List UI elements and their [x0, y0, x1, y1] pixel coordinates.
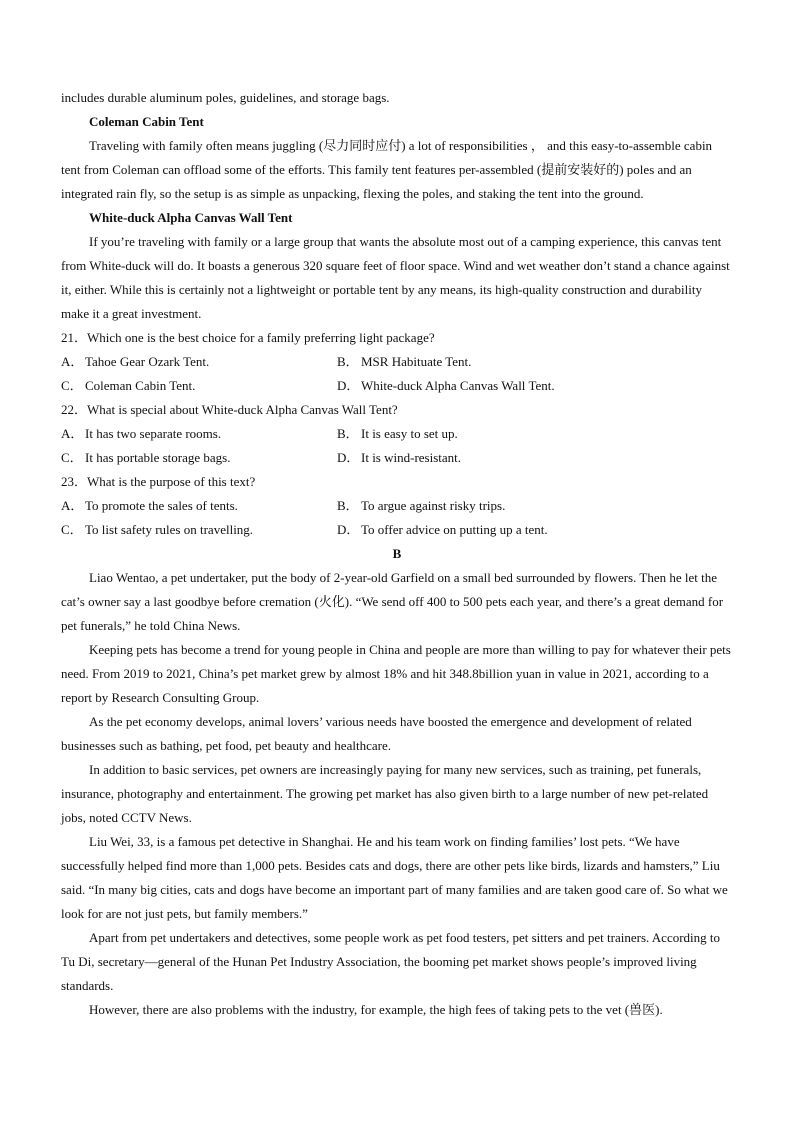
- option-a: A． To promote the sales of tents.: [61, 498, 238, 513]
- section-b-label: B: [392, 546, 402, 561]
- question-stem: What is the purpose of this text?: [87, 474, 256, 489]
- section-b-paragraph-7: However, there are also problems with the industry, for example, the high fees of taking pets to the vet (兽医).: [89, 1002, 663, 1017]
- section-b-paragraph-2: Keeping pets has become a trend for young people in China and people are more than willing to pay for whatever their pets need. From 2019 to 2021, China’s pet market grew by almost 18% and hit 348.8billion yuan in value in 2021, according to a report by Research Consulting Group.: [61, 642, 731, 705]
- question-23-options-row-2: [61, 518, 733, 542]
- question-number: 21．: [61, 330, 88, 345]
- option-a: A． It has two separate rooms.: [61, 426, 222, 441]
- question-number: 23．: [61, 474, 88, 489]
- option-c: C． Coleman Cabin Tent.: [61, 378, 196, 393]
- section-b-paragraph-3: As the pet economy develops, animal lovers’ various needs have boosted the emergence and development of related businesses such as bathing, pet food, pet beauty and healthcare.: [61, 714, 692, 753]
- option-d: D． To offer advice on putting up a tent.: [337, 522, 548, 537]
- section-b-paragraph-6: Apart from pet undertakers and detectives, some people work as pet food testers, pet sitters and pet trainers. According to Tu Di, secretary—general of the Hunan Pet Industry Association, the booming pet market shows people’s improved living standards.: [61, 930, 721, 993]
- option-a: A． Tahoe Gear Ozark Tent.: [61, 354, 210, 369]
- option-c: C． To list safety rules on travelling.: [61, 522, 254, 537]
- question-stem: What is special about White-duck Alpha Canvas Wall Tent?: [87, 402, 398, 417]
- question-22-options-row-2: [61, 446, 733, 470]
- coleman-paragraph: Traveling with family often means juggling (尽力同时应付) a lot of responsibilities ， and this easy-to-assemble cabin tent from Coleman can offload some of the efforts. This family tent features per-assembled (提前安装好的) poles and an integrated rain fly, so the setup is as simple as unpacking, flexing the poles, and staking the tent into the ground.: [61, 138, 713, 201]
- question-21: [61, 326, 733, 350]
- whiteduck-paragraph: If you’re traveling with family or a large group that wants the absolute most out of a camping experience, this canvas tent from White-duck will do. It boasts a generous 320 square feet of floor space. Wind and wet weather don’t stand a chance against it, either. While this is certainly not a lightweight or portable tent by any means, its high-quality construction and durability make it a great investment.: [61, 234, 730, 321]
- section-b-paragraph-4: In addition to basic services, pet owners are increasingly paying for many new services, such as training, pet funerals, insurance, photography and entertainment. The growing pet market has also given birth to a large number of new pet-related jobs, noted CCTV News.: [61, 762, 709, 825]
- question-23-options-row-1: [61, 494, 733, 518]
- coleman-heading: Coleman Cabin Tent: [89, 114, 204, 129]
- question-22: [61, 398, 733, 422]
- document-content: [61, 86, 733, 1022]
- option-c: C． It has portable storage bags.: [61, 450, 231, 465]
- fragment-top-line: includes durable aluminum poles, guidelines, and storage bags.: [61, 90, 390, 105]
- question-21-options-row-2: [61, 374, 733, 398]
- option-b: B． It is easy to set up.: [337, 426, 458, 441]
- question-stem: Which one is the best choice for a family preferring light package?: [87, 330, 435, 345]
- option-d: D． White-duck Alpha Canvas Wall Tent.: [337, 378, 555, 393]
- question-22-options-row-1: [61, 422, 733, 446]
- option-d: D． It is wind-resistant.: [337, 450, 462, 465]
- section-b-paragraph-5: Liu Wei, 33, is a famous pet detective in Shanghai. He and his team work on finding families’ lost pets. “We have successfully helped find more than 1,000 pets. Besides cats and dogs, there are other pets like birds, lizards and hamsters,” Liu said. “In many big cities, cats and dogs have become an important part of many families and are taken good care of. So what we look for are not just pets, but family members.”: [61, 834, 728, 921]
- question-number: 22．: [61, 402, 88, 417]
- question-21-options-row-1: [61, 350, 733, 374]
- option-b: B． MSR Habituate Tent.: [337, 354, 472, 369]
- section-b-paragraph-1: Liao Wentao, a pet undertaker, put the body of 2-year-old Garfield on a small bed surrounded by flowers. Then he let the cat’s owner say a last goodbye before cremation (火化). “We send off 400 to 500 pets each year, and there’s a great demand for pet funerals,” he told China News.: [61, 570, 724, 633]
- option-b: B． To argue against risky trips.: [337, 498, 506, 513]
- question-23: [61, 470, 733, 494]
- whiteduck-heading: White-duck Alpha Canvas Wall Tent: [89, 210, 293, 225]
